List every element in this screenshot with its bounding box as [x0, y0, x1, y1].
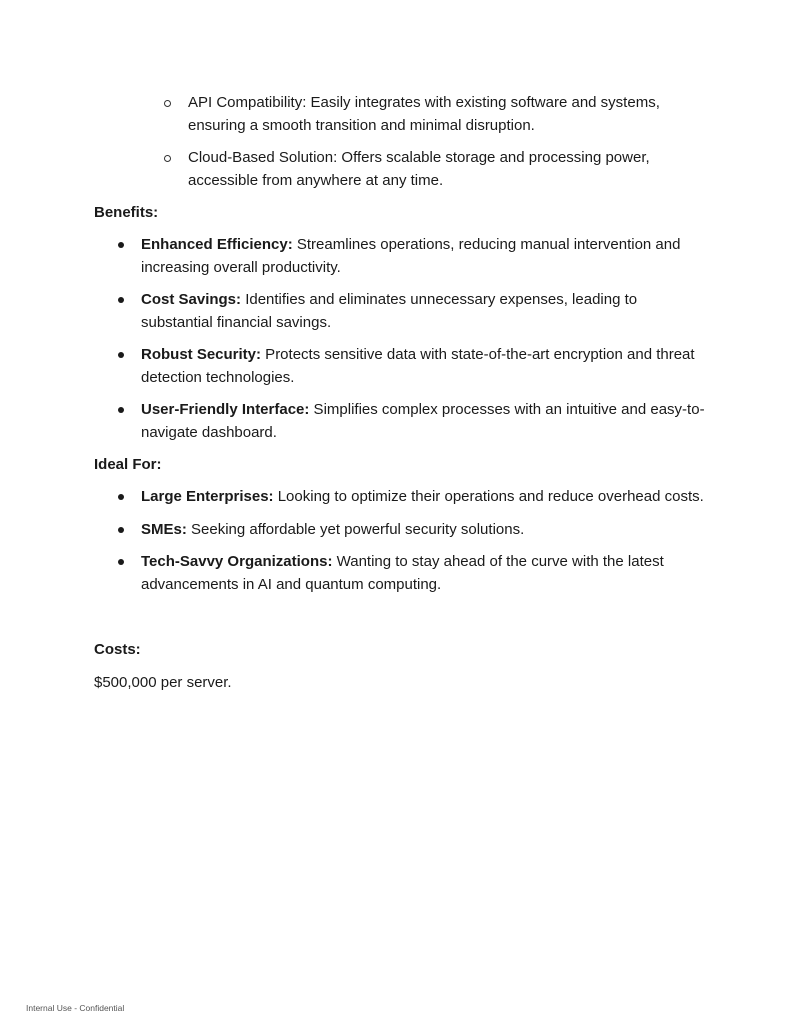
list-item	[116, 344, 710, 389]
feature-text: Cloud-Based Solution: Offers scalable storage and processing power, accessible from anywhere at any time.	[188, 149, 650, 189]
ideal-for-heading: Ideal For:	[94, 456, 162, 473]
list-item	[164, 92, 704, 137]
bullet-icon	[118, 494, 124, 500]
list-item	[116, 399, 710, 444]
benefit-desc: Protects sensitive data with state-of-the-art encryption and threat detection technologies.	[141, 346, 695, 386]
audience-term: Large Enterprises:	[141, 488, 274, 505]
benefit-term: Cost Savings:	[141, 291, 242, 308]
audience-term: Tech-Savvy Organizations:	[141, 553, 333, 570]
bullet-icon	[118, 527, 124, 533]
feature-text: API Compatibility: Easily integrates with existing software and systems, ensuring a smooth transition and minimal disruption.	[188, 94, 660, 134]
benefit-term: Robust Security:	[141, 346, 262, 363]
circle-bullet-icon	[164, 100, 171, 107]
bullet-icon	[118, 559, 124, 565]
bullet-icon	[118, 297, 124, 303]
list-item	[116, 234, 710, 279]
audience-desc: Wanting to stay ahead of the curve with the latest advancements in AI and quantum computing.	[141, 553, 664, 593]
benefits-list	[116, 234, 710, 454]
features-sublist	[164, 92, 704, 202]
list-item	[116, 289, 710, 334]
list-item	[116, 519, 710, 542]
benefit-desc: Identifies and eliminates unnecessary expenses, leading to substantial financial savings.	[141, 291, 638, 331]
costs-value: $500,000 per server.	[94, 674, 232, 691]
benefit-desc: Simplifies complex processes with an intuitive and easy-to-navigate dashboard.	[141, 401, 705, 441]
benefits-heading: Benefits:	[94, 204, 159, 221]
bullet-icon	[118, 407, 124, 413]
audience-desc: Looking to optimize their operations and reduce overhead costs.	[273, 488, 704, 505]
costs-heading: Costs:	[94, 641, 141, 658]
benefit-term: Enhanced Efficiency:	[141, 236, 293, 253]
confidentiality-footer: Internal Use - Confidential	[26, 1003, 125, 1013]
circle-bullet-icon	[164, 155, 171, 162]
bullet-icon	[118, 352, 124, 358]
list-item	[116, 486, 710, 509]
audience-desc: Seeking affordable yet powerful security solutions.	[186, 520, 525, 538]
ideal-for-list	[116, 486, 710, 606]
benefit-term: User-Friendly Interface:	[141, 401, 310, 418]
audience-term: SMEs:	[141, 520, 187, 538]
list-item	[164, 147, 704, 192]
benefit-desc: Streamlines operations, reducing manual intervention and increasing overall productivity.	[141, 236, 681, 276]
list-item	[116, 551, 710, 596]
bullet-icon	[118, 242, 124, 248]
